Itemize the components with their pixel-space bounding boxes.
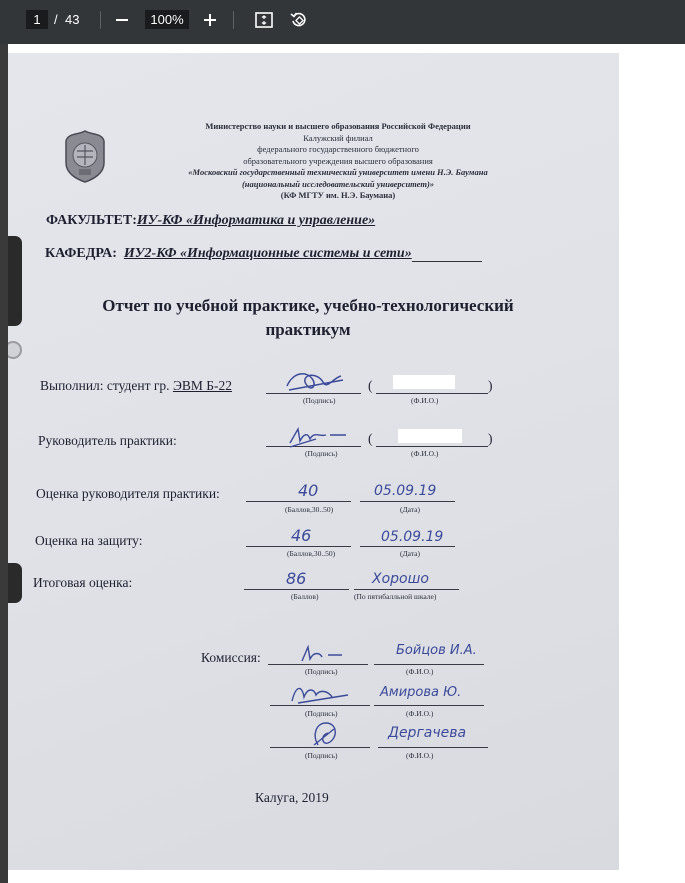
title-line: практикум	[265, 320, 351, 339]
commission-label: Комиссия:	[201, 650, 261, 665]
final-points: 86	[286, 569, 307, 588]
points-line	[246, 546, 351, 547]
title-line: Отчет по учебной практике, учебно-технологический	[102, 296, 514, 315]
supervisor-label: Руководитель практики:	[38, 433, 177, 448]
signature-caption: (Подпись)	[305, 709, 338, 718]
points-caption: (Баллов,30..50)	[287, 549, 336, 558]
viewer-edge	[0, 44, 8, 883]
paren: (	[368, 431, 373, 446]
header-line: (национальный исследовательский университет)»	[241, 178, 435, 189]
header-line: (КФ МГТУ им. Н.Э. Баумана)	[280, 190, 396, 200]
fio-caption: (Ф.И.О.)	[411, 449, 439, 458]
faculty-value: ИУ-КФ «Информатика и управление»	[136, 213, 376, 228]
signature-caption: (Подпись)	[303, 396, 336, 405]
paren: )	[488, 431, 493, 446]
redacted-name	[398, 429, 462, 443]
fio-line	[378, 747, 488, 748]
header-line: образовательного учреждения высшего образования	[243, 155, 433, 166]
page-separator: /	[54, 12, 58, 27]
pdf-toolbar	[0, 0, 685, 44]
minus-icon	[115, 13, 129, 27]
grade-word-line	[354, 589, 459, 590]
header-line: Калужский филиал	[303, 132, 373, 143]
date-line	[360, 501, 455, 502]
header-line: «Московский государственный технический университет имени Н.Э. Баумана	[188, 167, 488, 177]
zoom-level-input[interactable]: 100%	[145, 10, 189, 29]
points-caption: (Баллов)	[291, 592, 319, 601]
defense-grade-label: Оценка на защиту:	[35, 533, 143, 548]
redacted-name	[393, 375, 455, 389]
page-total: 43	[65, 12, 80, 27]
fio-caption: (Ф.И.О.)	[406, 709, 434, 718]
final-grade-word: Хорошо	[372, 571, 429, 587]
fio-line	[374, 705, 484, 706]
signature-mark	[288, 681, 358, 707]
rotate-button[interactable]	[287, 8, 311, 32]
supervisor-grade-label: Оценка руководителя практики:	[36, 486, 220, 501]
commission-fio-1: Бойцов И.А.	[396, 643, 477, 658]
fit-page-button[interactable]	[252, 8, 276, 32]
defense-date: 05.09.19	[381, 529, 444, 545]
document-page-1	[8, 53, 619, 870]
ministry-header	[128, 121, 548, 202]
performed-by-label: Выполнил: студент гр. ЭВМ Б-22	[40, 378, 232, 393]
commission-fio-2: Амирова Ю.	[380, 685, 462, 700]
points-line	[246, 501, 351, 502]
header-line: Министерство науки и высшего образования Российской Федерации	[205, 121, 471, 131]
signature-mark	[286, 423, 366, 449]
signature-caption: (Подпись)	[305, 449, 338, 458]
toolbar-divider	[100, 11, 101, 29]
five-scale-caption: (По пятибалльной шкале)	[354, 592, 437, 601]
zoom-in-button[interactable]	[198, 8, 222, 32]
signature-caption: (Подпись)	[305, 667, 338, 676]
underline	[412, 261, 482, 262]
zoom-out-button[interactable]	[110, 8, 134, 32]
department-value: ИУ2-КФ «Информационные системы и сети»	[123, 246, 412, 261]
binder-clip	[8, 236, 22, 326]
toolbar-divider	[233, 11, 234, 29]
fio-line	[376, 446, 488, 447]
faculty-line	[46, 213, 375, 229]
faculty-label: ФАКУЛЬТЕТ:	[46, 213, 137, 228]
defense-points: 46	[291, 526, 312, 545]
date-caption: (Дата)	[400, 505, 420, 514]
signature-caption: (Подпись)	[305, 751, 338, 760]
department-line	[45, 246, 482, 262]
supervisor-points: 40	[298, 481, 319, 500]
date-line	[360, 546, 455, 547]
fio-line	[374, 664, 484, 665]
fio-caption: (Ф.И.О.)	[411, 396, 439, 405]
plus-icon	[203, 13, 217, 27]
group-name: ЭВМ Б-22	[172, 378, 232, 393]
points-caption: (Баллов,30..50)	[285, 505, 334, 514]
binder-clip	[8, 563, 22, 603]
points-line	[244, 589, 349, 590]
fio-line	[376, 393, 488, 394]
fio-caption: (Ф.И.О.)	[406, 751, 434, 760]
fio-caption: (Ф.И.О.)	[406, 667, 434, 676]
date-caption: (Дата)	[400, 549, 420, 558]
supervisor-date: 05.09.19	[374, 483, 437, 499]
signature-mark	[298, 643, 358, 665]
paren: (	[368, 378, 373, 393]
fit-page-icon	[255, 12, 273, 28]
signature-mark	[308, 719, 348, 749]
rotate-icon	[290, 11, 308, 29]
report-title	[48, 294, 568, 342]
commission-fio-3: Дергачева	[388, 725, 467, 741]
city-year: Калуга, 2019	[255, 790, 329, 805]
binder-hole	[8, 341, 22, 359]
header-line: федерального государственного бюджетного	[257, 144, 419, 154]
page-number-input[interactable]: 1	[26, 10, 48, 29]
bmstu-emblem-icon	[62, 129, 108, 183]
department-label: КАФЕДРА:	[45, 246, 117, 261]
signature-mark	[283, 368, 353, 396]
paren: )	[488, 378, 493, 393]
final-grade-label: Итоговая оценка:	[33, 575, 133, 590]
